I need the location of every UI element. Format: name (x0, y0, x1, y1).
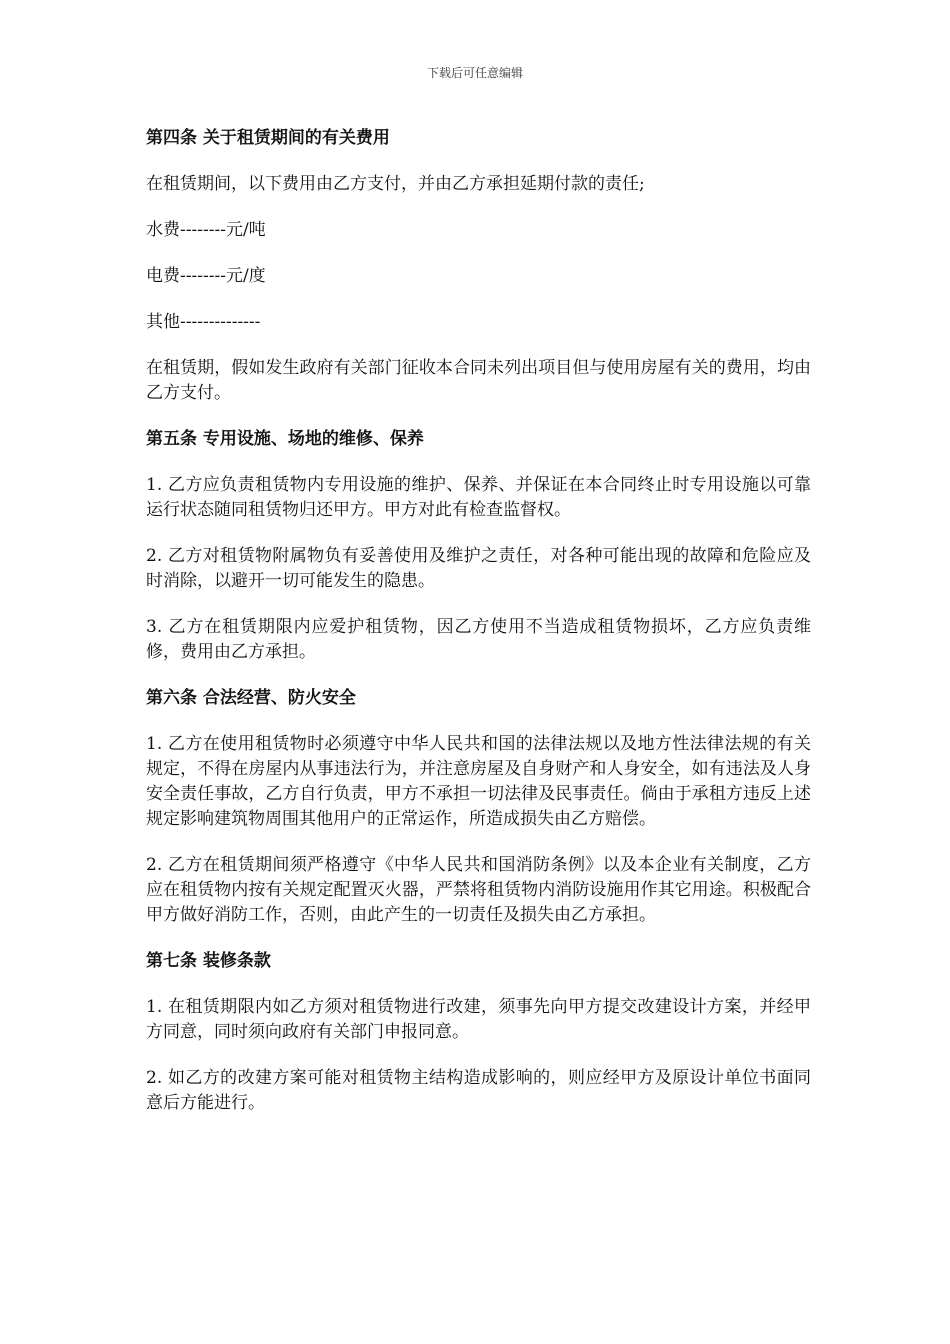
article-7-item-1: 1. 在租赁期限内如乙方须对租赁物进行改建，须事先向甲方提交改建设计方案，并经甲方同意，同时须向政府有关部门申报同意。 (146, 997, 811, 1042)
document-body (146, 126, 811, 1137)
page-header: 下载后可任意编辑 (426, 66, 523, 80)
article-6-title: 第六条 合法经营、防火安全 (146, 688, 356, 708)
article-6-item-2: 2. 乙方在租赁期间须严格遵守《中华人民共和国消防条例》以及本企业有关制度，乙方应在租赁物内按有关规定配置灭火器，严禁将租赁物内消防设施用作其它用途。积极配合甲方做好消防工作，否则，由此产生的一切责任及损失由乙方承担。 (146, 855, 811, 925)
article-5-item-1: 1. 乙方应负责租赁物内专用设施的维护、保养、并保证在本合同终止时专用设施以可靠运行状态随同租赁物归还甲方。甲方对此有检查监督权。 (146, 475, 811, 520)
other-fee-line: 其他-------------- (146, 312, 261, 332)
water-fee-line: 水费--------元/吨 (146, 220, 266, 240)
article-5-title: 第五条 专用设施、场地的维修、保养 (146, 429, 424, 449)
article-5-item-3: 3. 乙方在租赁期限内应爱护租赁物，因乙方使用不当造成租赁物损坏，乙方应负责维修，费用由乙方承担。 (146, 617, 811, 662)
article-7-item-2: 2. 如乙方的改建方案可能对租赁物主结构造成影响的，则应经甲方及原设计单位书面同意后方能进行。 (146, 1068, 811, 1113)
article-6-item-1: 1. 乙方在使用租赁物时必须遵守中华人民共和国的法律法规以及地方性法律法规的有关规定，不得在房屋内从事违法行为，并注意房屋及自身财产和人身安全，如有违法及人身安全责任事故，乙方自行负责，甲方不承担一切法律及民事责任。倘由于承租方违反上述规定影响建筑物周围其他用户的正常运作，所造成损失由乙方赔偿。 (146, 734, 811, 829)
article-5-item-2: 2. 乙方对租赁物附属物负有妥善使用及维护之责任，对各种可能出现的故障和危险应及时消除，以避开一切可能发生的隐患。 (146, 546, 811, 591)
electricity-fee-line: 电费--------元/度 (146, 266, 266, 286)
article-4-note: 在租赁期，假如发生政府有关部门征收本合同未列出项目但与使用房屋有关的费用，均由乙方支付。 (146, 358, 811, 403)
article-7-title: 第七条 装修条款 (146, 951, 271, 971)
article-4-intro: 在租赁期间，以下费用由乙方支付，并由乙方承担延期付款的责任; (146, 174, 645, 194)
article-4-title: 第四条 关于租赁期间的有关费用 (146, 128, 390, 148)
